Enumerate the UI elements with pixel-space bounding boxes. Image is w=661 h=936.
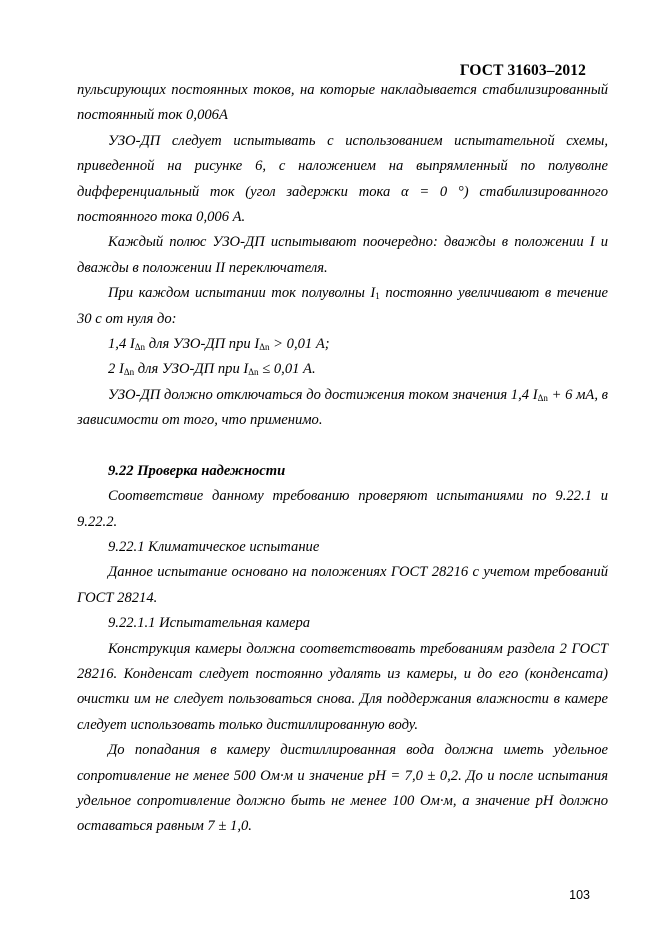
paragraph-chamber-design: Конструкция камеры должна соответствовать требованиям раздела 2 ГОСТ 28216. Конденсат следует постоянно удалять из камеры, и до его (конденсата) очистки им не следует пользоваться снова. Для поддержания влажности в камере следует использовать только дистиллированную воду. [77, 640, 608, 733]
text-run: При каждом испытании ток полуволны I [108, 285, 376, 302]
page-number: 103 [569, 888, 590, 902]
subscript: Δn [537, 392, 548, 403]
text-run: УЗО-ДП должно отключаться до достижения током значения 1,4 I [108, 386, 538, 403]
subscript: Δn [259, 342, 270, 353]
text-run: 2 I [108, 361, 124, 378]
subscript: Δn [248, 367, 259, 378]
text-run: для УЗО-ДП при I [134, 361, 249, 378]
text-run: постоянно увеличивают в течение 30 с от нуля до: [77, 285, 608, 327]
paragraph-tripping [77, 383, 608, 434]
subscript: Δn [123, 367, 135, 378]
paragraph-test-basis: Данное испытание основано на положениях ГОСТ 28216 с учетом требований ГОСТ 28214. [77, 564, 608, 606]
text-run: для УЗО-ДП при I [145, 336, 260, 353]
subscript: 1 [375, 291, 380, 302]
subsection-heading-9-22-1-1: 9.22.1.1 Испытательная камера [108, 615, 311, 632]
paragraph-compliance: Соответствие данному требованию проверяют испытаниями по 9.22.1 и 9.22.2. [77, 488, 608, 530]
paragraph-half-wave-current [77, 281, 608, 332]
text-run: > 0,01 А; [269, 336, 330, 353]
paragraph-test-circuit: УЗО-ДП следует испытывать с использованием испытательной схемы, приведенной на рисунке 6, с наложением на выпрямленный по полуволне дифференциальный ток (угол задержки тока α = 0 °) стабилизированного постоянного тока 0,006 А. [77, 132, 608, 226]
formula-line-2 [77, 357, 608, 382]
formula-line-1 [77, 332, 608, 357]
section-heading-9-22: 9.22 Проверка надежности [108, 462, 286, 479]
subsection-heading-9-22-1: 9.22.1 Климатическое испытание [108, 538, 320, 555]
paragraph-continuation: пульсирующих постоянных токов, на которые накладывается стабилизированный постоянный ток 0,006А [77, 82, 608, 124]
paragraph-each-pole: Каждый полюс УЗО-ДП испытывают поочередно: дважды в положении I и дважды в положении II переключателя. [77, 234, 608, 276]
page-body [77, 78, 608, 840]
text-run: 1,4 I [108, 336, 135, 353]
document-header: ГОСТ 31603–2012 [459, 62, 586, 79]
text-run: + 6 мА, в зависимости от того, что применимо. [77, 386, 608, 429]
text-run: ≤ 0,01 А. [258, 361, 316, 378]
paragraph-water-resistivity: До попадания в камеру дистиллированная вода должна иметь удельное сопротивление не менее 500 Ом·м и значение pH = 7,0 ± 0,2. До и после испытания удельное сопротивление должно быть не менее 100 Ом·м, а значение pH должно оставаться равным 7 ± 1,0. [77, 742, 608, 835]
subscript: Δn [134, 342, 146, 353]
